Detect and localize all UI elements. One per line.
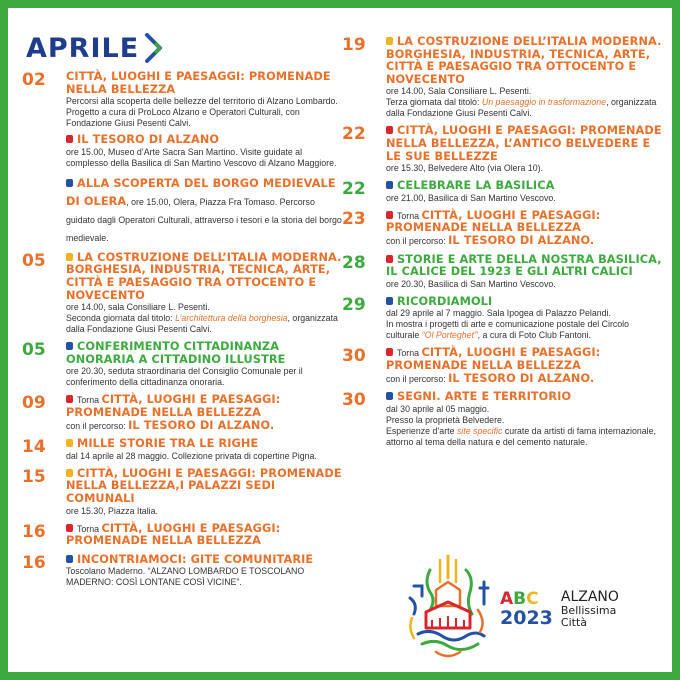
brand-tagline-2: Città: [560, 616, 587, 629]
event-day: 16: [22, 552, 46, 573]
event-text: ore 15.30, Belvedere Alto (via Olera 10).: [386, 163, 543, 174]
event-title: LA COSTRUZIONE DELL’ITALIA MODERNA. BORGHESIA, INDUSTRIA, TECNICA, ARTE, CITTÀ E PAESAGGIO TRA OTTOCENTO E NOVECENTO: [386, 35, 662, 86]
red-square-icon: [386, 348, 393, 356]
event-text: , organizzata dalla Fondazione Giusi Pesenti Calvi.: [66, 313, 338, 335]
blue-square-icon: [386, 181, 393, 189]
event-text: Toscolano Maderno. “ALZANO LOMBARDO E TOSCOLANO MADERNO: COSÌ LONTANE COSÌ VICINE”.: [66, 566, 305, 588]
event-text: , organizzata dalla Fondazione Giusi Pesenti Calvi.: [386, 97, 657, 119]
event-title: CONFERIMENTO CITTADINANZA ONORARIA A CITTADINO ILLUSTRE: [66, 340, 286, 366]
event-prefix: Torna: [397, 348, 422, 359]
event-text: dal 14 aprile al 28 maggio. Collezione privata di copertine Pigna.: [66, 450, 317, 461]
event-prefix: Torna: [77, 523, 102, 534]
event-subtitle: IL TESORO DI ALZANO: [77, 133, 220, 147]
brand-city: ALZANO: [560, 589, 619, 605]
event-30-torna: [342, 347, 662, 385]
event-day: 09: [22, 393, 46, 414]
event-title: CITTÀ, LUOGHI E PAESAGGI: PROMENADE NELLA BELLEZZA: [66, 70, 331, 96]
event-text: dal 29 aprile al 7 maggio. Sala Ipogea di Palazzo Pelandi.: [386, 308, 611, 319]
event-subtitle: ALLA SCOPERTA DEL BORGO MEDIEVALE DI OLERA: [66, 176, 336, 208]
yellow-square-icon: [386, 37, 393, 45]
event-day: 22: [342, 179, 366, 200]
event-day: 22: [342, 124, 366, 145]
blue-square-icon: [66, 555, 73, 563]
event-text: ore 15.30, Piazza Italia.: [66, 505, 158, 516]
event-text: con il percorso:: [386, 235, 449, 246]
event-22-basilica: [342, 180, 662, 204]
event-23: [342, 210, 662, 248]
event-29: [342, 296, 662, 342]
event-text: ore 15.00, Museo d’Arte Sacra San Martino. Visite guidate al complesso della Basilica di San Martino Vescovo di Alzano Maggiore.: [66, 146, 337, 168]
event-16-torna: [22, 523, 342, 548]
event-title: CELEBRARE LA BASILICA: [397, 179, 555, 193]
event-day: 14: [22, 437, 46, 458]
yellow-square-icon: [66, 439, 73, 447]
event-28: [342, 254, 662, 290]
left-column: [22, 71, 342, 594]
event-title: INCONTRIAMOCI: GITE COMUNITARIE: [77, 552, 314, 566]
event-22-belvedere: [342, 125, 662, 174]
event-prefix: Torna: [77, 395, 102, 406]
event-15: [22, 468, 342, 517]
blue-square-icon: [66, 179, 73, 187]
event-text: Presso la proprietà Belvedere.: [386, 414, 505, 425]
event-title: CITTÀ, LUOGHI E PAESAGGI: PROMENADE NELLA BELLEZZA: [386, 346, 601, 372]
brand-block: [500, 590, 619, 629]
month-title: APRILE: [26, 32, 140, 64]
chevron-icon: [143, 31, 167, 65]
red-square-icon: [66, 524, 73, 532]
event-title: CITTÀ, LUOGHI E PAESAGGI: PROMENADE NELLA BELLEZZA: [66, 521, 281, 548]
event-text: Esperienze d’arte: [386, 425, 457, 436]
event-19: [342, 36, 662, 119]
red-square-icon: [66, 395, 73, 403]
event-text: Terza giornata dal titolo:: [386, 97, 482, 108]
brand-year: 2023: [500, 607, 553, 629]
event-day: 30: [342, 390, 366, 411]
event-day: 05: [22, 250, 46, 271]
event-day: 28: [342, 252, 366, 273]
event-highlight: Un paesaggio in trasformazione: [481, 97, 607, 108]
event-text: ore 14.00, sala Consiliare L. Pesenti.: [66, 302, 210, 313]
event-title: MILLE STORIE TRA LE RIGHE: [77, 437, 259, 451]
event-route: IL TESORO DI ALZANO.: [448, 233, 595, 247]
event-highlight: “Ol Portegheť”: [421, 330, 478, 341]
event-text: con il percorso:: [66, 420, 129, 431]
blue-square-icon: [386, 392, 393, 400]
page: [8, 8, 672, 672]
event-day: 23: [342, 208, 366, 229]
event-text: ore 20.30, Basilica di San Martino Vescovo.: [386, 278, 556, 289]
logo-area: [400, 548, 640, 668]
event-title: LA COSTRUZIONE DELL’ITALIA MODERNA. BORGHESIA, INDUSTRIA, TECNICA, ARTE, CITTÀ E PAESAGGIO TRA OTTOCENTO E NOVECENTO: [66, 250, 342, 302]
red-square-icon: [386, 255, 393, 263]
event-prefix: Torna: [397, 210, 422, 221]
event-16-gite: [22, 554, 342, 589]
blue-square-icon: [66, 342, 73, 350]
event-route: IL TESORO DI ALZANO.: [128, 418, 275, 432]
event-text: dal 30 aprile al 05 maggio.: [386, 403, 490, 414]
event-14: [22, 438, 342, 462]
red-square-icon: [386, 126, 393, 134]
city-illustration-logo: [400, 548, 496, 664]
red-square-icon: [66, 135, 73, 143]
event-day: 16: [22, 521, 46, 542]
brand-tagline-1: Bellissima: [560, 604, 617, 617]
yellow-square-icon: [66, 469, 73, 477]
event-text: Seconda giornata dal titolo:: [66, 313, 176, 324]
event-text: curate da artisti di fama internazionale, attorno al tema della natura e del cemento naturale.: [386, 425, 656, 447]
event-day: 15: [22, 466, 46, 487]
event-text: ore 14.00, Sala Consiliare L. Pesenti.: [386, 86, 532, 97]
event-title: CITTÀ, LUOGHI E PAESAGGI: PROMENADE NELLA BELLEZZA,I PALAZZI SEDI COMUNALI: [66, 466, 342, 505]
red-square-icon: [386, 211, 393, 219]
event-day: 02: [22, 70, 46, 90]
event-text: con il percorso:: [386, 373, 449, 384]
header: [26, 28, 167, 68]
event-route: IL TESORO DI ALZANO.: [448, 371, 595, 385]
event-text: , a cura di Foto Club Fantoni.: [477, 330, 592, 341]
event-title: CITTÀ, LUOGHI E PAESAGGI: PROMENADE NELLA BELLEZZA, L’ANTICO BELVEDERE E LE SUE BELLEZZE: [386, 124, 662, 163]
event-text: ore 20.30, seduta straordinaria del Consiglio Comunale per il conferimento della cittadinanza onoraria.: [66, 366, 303, 388]
blue-square-icon: [386, 297, 393, 305]
event-title: CITTÀ, LUOGHI E PAESAGGI: PROMENADE NELLA BELLEZZA: [66, 393, 281, 419]
event-05-costruzione: [22, 252, 342, 335]
event-09: [22, 394, 342, 432]
event-30-segni: [342, 391, 662, 448]
event-title: RICORDIAMOLI: [397, 294, 493, 308]
event-text: , ore 15.00, Olera, Piazza Fra Tomaso. Percorso guidato dagli Operatori Culturali, attraverso i tesori e la storia del borgo medievale.: [66, 196, 342, 243]
abc-logo: ABC: [500, 589, 539, 609]
event-day: 29: [342, 294, 366, 315]
event-05-cittadinanza: [22, 341, 342, 388]
event-title: CITTÀ, LUOGHI E PAESAGGI: PROMENADE NELLA BELLEZZA: [386, 208, 601, 235]
event-02: [22, 71, 342, 246]
right-column: [342, 36, 662, 454]
event-title: STORIE E ARTE DELLA NOSTRA BASILICA, IL CALICE DEL 1923 E GLI ALTRI CALICI: [386, 252, 662, 279]
event-text: Percorsi alla scoperta delle bellezze del territorio di Alzano Lombardo. Progetto a cura di ProLoco Alzano e Operatori Culturali, con Fondazione Giusi Pesenti Calvi.: [66, 96, 338, 129]
event-day: 05: [22, 340, 46, 361]
event-day: 19: [342, 35, 366, 55]
event-text: ore 21.00, Basilica di San Martino Vescovo.: [386, 192, 556, 203]
event-highlight: site specific: [456, 425, 503, 436]
event-title: SEGNI. ARTE E TERRITORIO: [397, 390, 572, 404]
event-text: In mostra i progetti di arte e comunicazione postale del Circolo culturale: [386, 319, 630, 341]
event-day: 30: [342, 346, 366, 367]
event-highlight: L’architettura della borghesia: [175, 313, 288, 324]
yellow-square-icon: [66, 253, 73, 261]
